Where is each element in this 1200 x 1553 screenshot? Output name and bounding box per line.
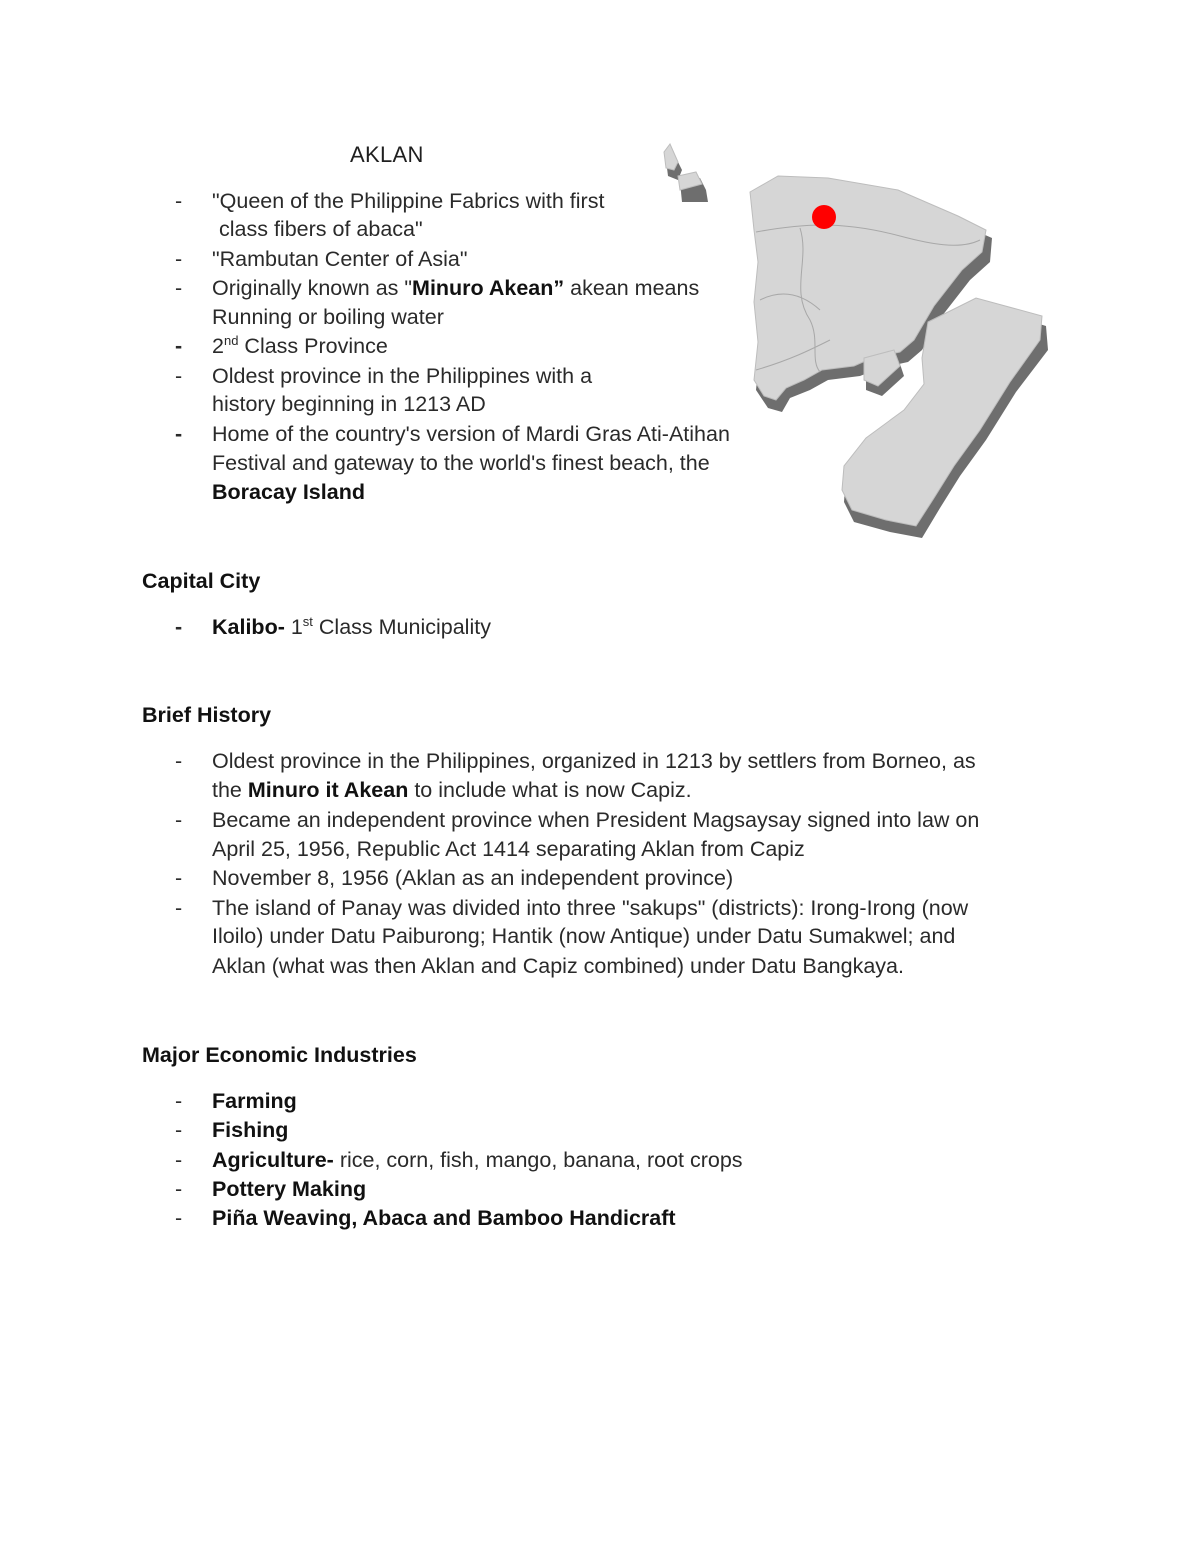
text-run: Class Municipality (312, 615, 491, 639)
superscript: st (302, 614, 313, 629)
bullet-dash: - (175, 1148, 183, 1172)
kalibo-label: Kalibo- (212, 615, 285, 639)
text-run: the (212, 778, 248, 802)
bullet-dash: - (175, 247, 183, 271)
bullet-dash: - (175, 896, 183, 920)
industry-item: Fishing (212, 1118, 289, 1142)
history-line-2 (212, 776, 692, 805)
bullet-dash: - (175, 1177, 183, 1201)
industry-item: Piña Weaving, Abaca and Bamboo Handicraft (212, 1206, 676, 1230)
aklan-map (660, 140, 1060, 550)
bullet-dash: - (175, 1089, 183, 1113)
bullet-dash: - (175, 422, 183, 446)
bullet-dash: - (175, 1206, 183, 1230)
intro-line-6 (212, 332, 388, 361)
history-line-5: November 8, 1956 (Aklan as an independent province) (212, 866, 734, 890)
intro-line-4 (212, 274, 699, 303)
capital-line (212, 613, 491, 642)
intro-line-7: Oldest province in the Philippines with a (212, 364, 593, 388)
intro-line-11: Boracay Island (212, 480, 365, 504)
economy-heading: Major Economic Industries (142, 1043, 417, 1067)
superscript: nd (223, 333, 239, 348)
history-line-6: The island of Panay was divided into three "sakups" (districts): Irong-Irong (now (212, 896, 969, 920)
history-line-4: April 25, 1956, Republic Act 1414 separating Aklan from Capiz (212, 837, 805, 861)
intro-line-1: "Queen of the Philippine Fabrics with first (212, 189, 605, 213)
history-line-8: Aklan (what was then Aklan and Capiz combined) under Datu Bangkaya. (212, 954, 904, 978)
text-run: to include what is now Capiz. (408, 778, 692, 802)
industry-item: Pottery Making (212, 1177, 367, 1201)
agriculture-label: Agriculture- (212, 1148, 334, 1172)
intro-line-3: "Rambutan Center of Asia" (212, 247, 468, 271)
text-run: rice, corn, fish, mango, banana, root crops (333, 1148, 743, 1172)
history-line-7: Iloilo) under Datu Paiburong; Hantik (now Antique) under Datu Sumakwel; and (212, 924, 956, 948)
page-title: AKLAN (350, 142, 424, 167)
text-run: 1 (284, 615, 303, 639)
bullet-dash: - (175, 364, 183, 388)
intro-line-8: history beginning in 1213 AD (212, 392, 486, 416)
text-run: Class Province (238, 334, 388, 358)
minuro-akean-term: Minuro Akean” (412, 276, 565, 300)
intro-line-5: Running or boiling water (212, 305, 444, 329)
industry-item (212, 1146, 743, 1175)
map-land (664, 144, 1042, 526)
history-line-3: Became an independent province when President Magsaysay signed into law on (212, 808, 980, 832)
intro-line-10: Festival and gateway to the world's finest beach, the (212, 451, 710, 475)
industry-item: Farming (212, 1089, 297, 1113)
minuro-it-akean-term: Minuro it Akean (247, 778, 409, 802)
capital-heading: Capital City (142, 569, 261, 593)
history-line-1: Oldest province in the Philippines, organized in 1213 by settlers from Borneo, as (212, 749, 976, 773)
intro-line-9: Home of the country's version of Mardi Gras Ati-Atihan (212, 422, 730, 446)
text-run: Originally known as " (212, 276, 413, 300)
bullet-dash: - (175, 615, 183, 639)
bullet-dash: - (175, 866, 183, 890)
bullet-dash: - (175, 276, 183, 300)
history-heading: Brief History (142, 703, 272, 727)
intro-line-2: class fibers of abaca" (219, 217, 423, 241)
text-run: akean means (564, 276, 700, 300)
text-run: 2 (212, 334, 224, 358)
bullet-dash: - (175, 749, 183, 773)
bullet-dash: - (175, 808, 183, 832)
bullet-dash: - (175, 334, 183, 358)
bullet-dash: - (175, 189, 183, 213)
bullet-dash: - (175, 1118, 183, 1142)
aklan-location-marker (812, 205, 836, 229)
